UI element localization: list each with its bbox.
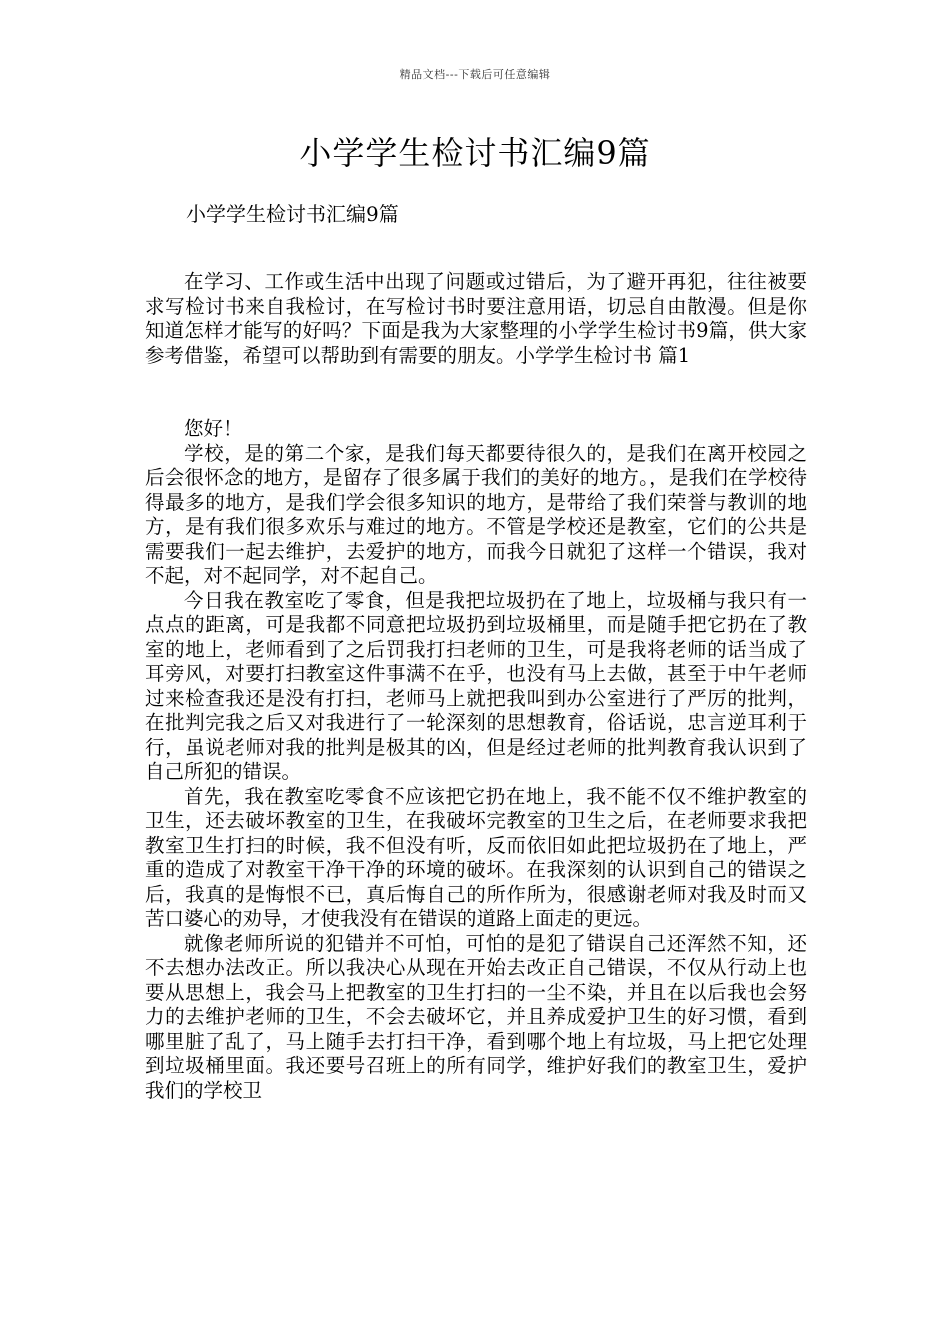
body-paragraph: 首先，我在教室吃零食不应该把它扔在地上，我不能不仅不维护教室的卫生，还去破坏教室的卫生，在我破坏完教室的卫生之后，在老师要求我把教室卫生打扫的时候，我不但没有听，反而依旧如此把垃圾扔在了地上，严重的造成了对教室干净干净的环境的破坏。在我深刻的认识到自己的错误之后，我真的是悔恨不已，真后悔自己的所作所为，很感谢老师对我及时而又苦口婆心的劝导，才使我没有在错误的道路上面走的更远。 <box>145 784 807 930</box>
body-paragraph: 今日我在教室吃了零食，但是我把垃圾扔在了地上，垃圾桶与我只有一点点的距离，可是我都不同意把垃圾扔到垃圾桶里，而是随手把它扔在了教室的地上，老师看到了之后罚我打扫老师的卫生，可是我将老师的话当成了耳旁风，对要打扫教室这件事满不在乎，也没有马上去做，甚至于中午老师过来检查我还是没有打扫，老师马上就把我叫到办公室进行了严厉的批判，在批判完我之后又对我进行了一轮深刻的思想教育，俗话说，忠言逆耳利于行，虽说老师对我的批判是极其的凶，但是经过老师的批判教育我认识到了自己所犯的错误。 <box>145 588 807 783</box>
body-paragraph: 学校，是的第二个家，是我们每天都要待很久的，是我们在离开校园之后会很怀念的地方，是留存了很多属于我们的美好的地方。，是我们在学校待得最多的地方，是我们学会很多知识的地方，是带给了我们荣誉与教训的地方，是有我们很多欢乐与难过的地方。不管是学校还是教室，它们的公共是需要我们一起去维护，去爱护的地方，而我今日就犯了这样一个错误，我对不起，对不起同学，对不起自己。 <box>145 441 807 587</box>
body-paragraph: 就像老师所说的犯错并不可怕，可怕的是犯了错误自己还浑然不知，还不去想办法改正。所以我决心从现在开始去改正自己错误，不仅从行动上也要从思想上，我会马上把教室的卫生打扫的一尘不染，并且在以后我也会努力的去维护老师的卫生，不会去破坏它，并且养成爱护卫生的好习惯，看到哪里脏了乱了，马上随手去打扫干净，看到哪个地上有垃圾，马上把它处理到垃圾桶里面。我还要号召班上的所有同学，维护好我们的教室卫生，爱护我们的学校卫 <box>145 931 807 1102</box>
header-note: 精品文档---下载后可任意编辑 <box>399 68 551 81</box>
greeting-paragraph: 您好！ <box>184 417 243 440</box>
document-title: 小学学生检讨书汇编9篇 <box>299 134 651 172</box>
document-body <box>145 270 807 1103</box>
document-subtitle: 小学学生检讨书汇编9篇 <box>186 202 399 226</box>
intro-paragraph: 在学习、工作或生活中出现了问题或过错后，为了避开再犯，往往被要求写检讨书来自我检讨，在写检讨书时要注意用语，切忌自由散漫。但是你知道怎样才能写的好吗？下面是我为大家整理的小学学生检讨书9篇，供大家参考借鉴，希望可以帮助到有需要的朋友。小学学生检讨书 篇1 <box>145 270 807 367</box>
